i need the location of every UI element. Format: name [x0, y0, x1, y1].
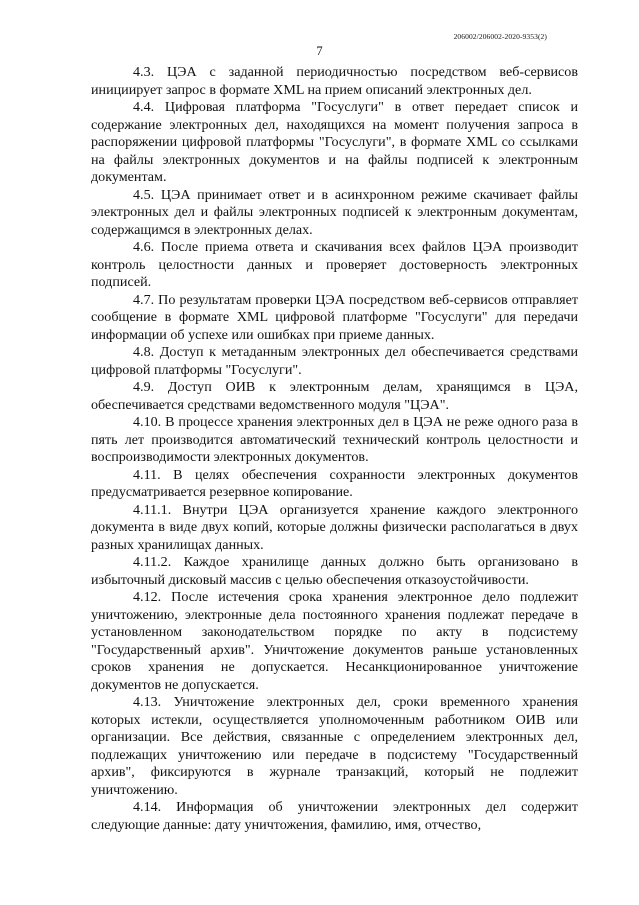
paragraph-4-10: 4.10. В процессе хранения электронных дел в ЦЭА не реже одного раза в пять лет производится автоматический технический контроль целостности и воспроизводимости электронных документов.	[91, 414, 578, 465]
paragraph-4-11: 4.11. В целях обеспечения сохранности электронных документов предусматривается резервное копирование.	[91, 466, 578, 500]
document-body	[91, 64, 578, 834]
paragraph-4-12: 4.12. После истечения срока хранения электронное дело подлежит уничтожению, электронные дела постоянного хранения подлежат передаче в установленном законодательством порядке по акту в подсистему "Государственный архив". Уничтожение документов раньше установленных сроков хранения не допускается. Несанкционированное уничтожение документов не допускается.	[91, 589, 578, 693]
paragraph-4-3: 4.3. ЦЭА с заданной периодичностью посредством веб-сервисов инициирует запрос в формате XML на прием описаний электронных дел.	[91, 64, 578, 98]
paragraph-4-5: 4.5. ЦЭА принимает ответ и в асинхронном режиме скачивает файлы электронных дел и файлы электронных подписей к электронным документам, содержащимся в электронных делах.	[91, 186, 578, 238]
paragraph-4-7: 4.7. По результатам проверки ЦЭА посредством веб-сервисов отправляет сообщение в формате XML цифровой платформе "Госуслуги" для передачи информации об успехе или ошибках при приеме данных.	[91, 291, 578, 343]
paragraph-4-6: 4.6. После приема ответа и скачивания всех файлов ЦЭА производит контроль целостности данных и проверяет достоверность электронных подписей.	[91, 239, 578, 290]
paragraph-4-8: 4.8. Доступ к метаданным электронных дел обеспечивается средствами цифровой платформы "Госуслуги".	[91, 344, 578, 378]
paragraph-4-14: 4.14. Информация об уничтожении электронных дел содержит следующие данные: дату уничтожения, фамилию, имя, отчество,	[91, 799, 578, 833]
paragraph-4-11-1: 4.11.1. Внутри ЦЭА организуется хранение каждого электронного документа в виде двух копий, которые должны физически располагаться в двух разных хранилищах данных.	[91, 501, 578, 553]
paragraph-4-11-2: 4.11.2. Каждое хранилище данных должно быть организовано в избыточный дисковый массив с целью обеспечения отказоустойчивости.	[91, 554, 578, 588]
paragraph-4-4: 4.4. Цифровая платформа "Госуслуги" в ответ передает список и содержание электронных дел, находящихся на момент получения запроса в распоряжении цифровой платформы "Госуслуги", в формате XML со ссылками на файлы электронных документов и на файлы подписей к электронным документам.	[91, 99, 578, 185]
page-number: 7	[316, 44, 323, 58]
paragraph-4-13: 4.13. Уничтожение электронных дел, сроки временного хранения которых истекли, осуществляется уполномоченным работником ОИВ или организации. Все действия, связанные с определением электронных дел, подлежащих уничтожению или передаче в подсистему "Государственный архив", фиксируются в журнале транзакций, который не подлежит уничтожению.	[91, 694, 578, 798]
document-id: 206002/206002-2020-9353(2)	[453, 32, 547, 41]
paragraph-4-9: 4.9. Доступ ОИВ к электронным делам, хранящимся в ЦЭА, обеспечивается средствами ведомственного модуля "ЦЭА".	[91, 379, 578, 413]
